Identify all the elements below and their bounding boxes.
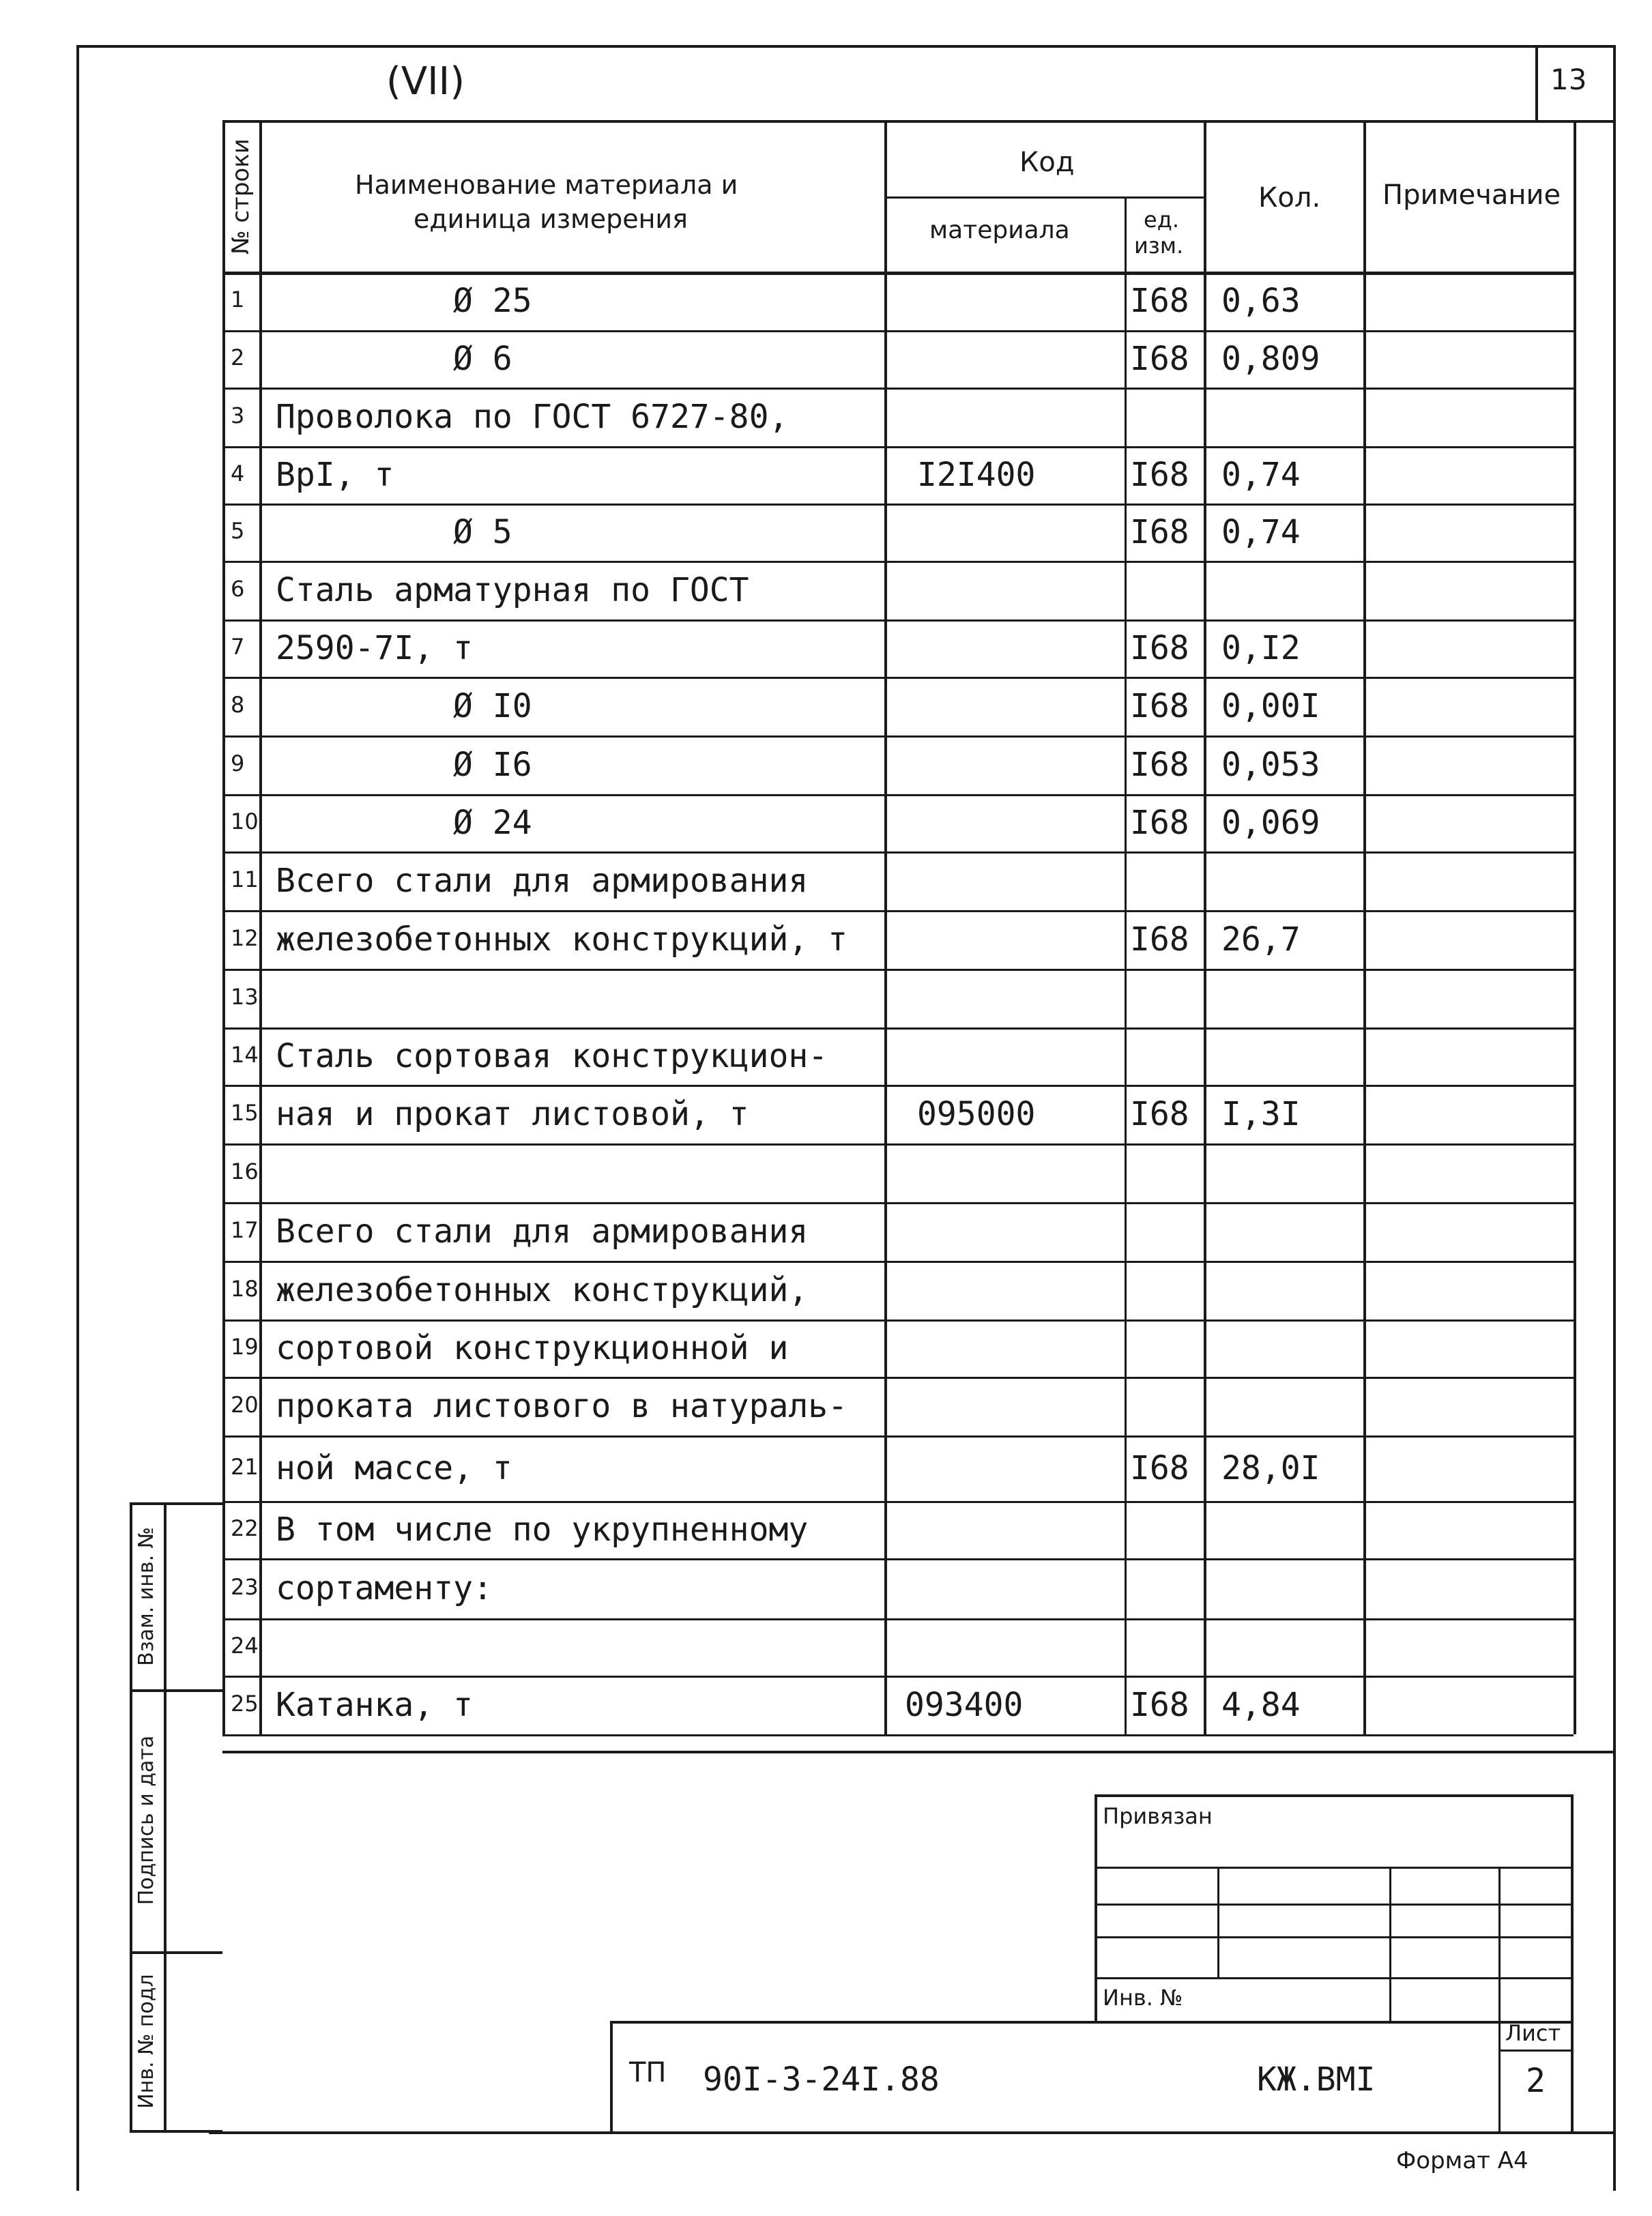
- binding-box-v2: [1389, 1867, 1391, 2024]
- binding-box-right: [1571, 1794, 1574, 2133]
- row-unit: I68: [1130, 746, 1189, 784]
- header-row-no: № строки: [227, 138, 255, 254]
- table-row-line: [222, 388, 1574, 390]
- row-number: 1: [231, 287, 245, 312]
- row-number: 3: [231, 403, 245, 428]
- format-label: Формат А4: [1396, 2147, 1528, 2174]
- row-name: Всего стали для армирования: [276, 862, 809, 900]
- table-row-line: [222, 677, 1574, 679]
- header-name-line2: единица измерения: [414, 204, 688, 234]
- row-quantity: 0,809: [1221, 340, 1320, 378]
- row-name: ной массе, т: [276, 1449, 512, 1487]
- side-stamp-top: [130, 1502, 222, 1505]
- frame-bottom: [209, 2131, 1616, 2134]
- inv-no-label: Инв. №: [1103, 1985, 1183, 2011]
- table-row-line: [222, 504, 1574, 506]
- row-name: Ø 5: [453, 513, 512, 551]
- table-row-line: [222, 330, 1574, 332]
- row-number: 23: [231, 1574, 259, 1600]
- row-number: 5: [231, 518, 245, 544]
- section-mark: (VII): [386, 59, 465, 104]
- row-material-code: I2I400: [917, 456, 1036, 494]
- table-row-line: [222, 1085, 1574, 1087]
- binding-box-h4: [1095, 1977, 1574, 1979]
- table-row-line: [222, 561, 1574, 563]
- row-number: 9: [231, 750, 245, 776]
- doc-mark: КЖ.ВМI: [1257, 2060, 1376, 2099]
- row-name: железобетонных конструкций,: [276, 1271, 809, 1309]
- row-material-code: 093400: [905, 1686, 1024, 1724]
- binding-box-h3: [1095, 1936, 1574, 1938]
- table-row-line: [222, 1027, 1574, 1030]
- page-number: 13: [1550, 63, 1587, 96]
- table-row-line: [222, 1501, 1574, 1503]
- side-stamp-inner: [164, 1502, 166, 2131]
- table-row-line: [222, 446, 1574, 448]
- row-name: Ø 25: [453, 282, 532, 320]
- header-code-split: [884, 196, 1204, 199]
- col-line-n: [259, 120, 262, 1734]
- row-number: 25: [231, 1691, 259, 1717]
- row-number: 11: [231, 866, 259, 892]
- table-row-line: [222, 1261, 1574, 1263]
- table-row-line: [222, 1320, 1574, 1322]
- row-quantity: 0,00I: [1221, 687, 1320, 725]
- tp-label: ТП: [629, 2057, 667, 2088]
- table-row-line: [222, 851, 1574, 854]
- row-quantity: 0,069: [1221, 804, 1320, 842]
- row-unit: I68: [1130, 1686, 1189, 1724]
- row-number: 6: [231, 576, 245, 602]
- row-name: Сталь арматурная по ГОСТ: [276, 571, 749, 609]
- row-number: 7: [231, 634, 245, 660]
- table-row-line: [222, 1143, 1574, 1146]
- row-name: ВрI, т: [276, 456, 394, 494]
- row-name: В том числе по укрупненному: [276, 1511, 809, 1549]
- header-unit-2: изм.: [1134, 233, 1184, 259]
- header-note: Примечание: [1382, 179, 1561, 211]
- table-row-line: [222, 910, 1574, 912]
- stamp-left: [610, 2021, 613, 2133]
- row-unit: I68: [1130, 1449, 1189, 1487]
- row-number: 18: [231, 1276, 259, 1302]
- col-line-qty: [1363, 120, 1366, 1734]
- side-label-inv-podl: Инв. № подл: [134, 1974, 158, 2109]
- privyazan-label: Привязан: [1103, 1803, 1213, 1829]
- header-code: Код: [1019, 147, 1075, 178]
- col-line-right: [1574, 120, 1576, 1734]
- row-quantity: 26,7: [1221, 920, 1301, 959]
- row-number: 16: [231, 1158, 259, 1184]
- row-unit: I68: [1130, 687, 1189, 725]
- row-number: 15: [231, 1100, 259, 1126]
- row-name: Всего стали для армирования: [276, 1212, 809, 1251]
- sheet-label-divider: [1498, 2050, 1574, 2052]
- row-name: сортаменту:: [276, 1569, 493, 1607]
- row-number: 17: [231, 1217, 259, 1243]
- side-label-vzam: Взам. инв. №: [134, 1527, 158, 1666]
- row-name: Ø I0: [453, 687, 532, 725]
- sheet-number: 2: [1526, 2062, 1546, 2100]
- row-name: Катанка, т: [276, 1686, 473, 1724]
- table-row-line: [222, 1676, 1574, 1678]
- row-unit: I68: [1130, 513, 1189, 551]
- row-name: 2590-7I, т: [276, 629, 473, 667]
- table-row-line: [222, 735, 1574, 738]
- col-line-left: [222, 120, 225, 1734]
- row-unit: I68: [1130, 804, 1189, 842]
- row-quantity: 0,74: [1221, 513, 1301, 551]
- row-quantity: I,3I: [1221, 1095, 1301, 1133]
- table-row-line: [222, 794, 1574, 796]
- header-bottom: [222, 272, 1574, 275]
- row-name: ная и прокат листовой, т: [276, 1095, 749, 1133]
- row-unit: I68: [1130, 920, 1189, 959]
- side-stamp-div2: [130, 1951, 222, 1954]
- header-material: материала: [929, 216, 1070, 244]
- row-name: Ø 6: [453, 340, 512, 378]
- stamp-top: [610, 2021, 1574, 2024]
- row-number: 19: [231, 1334, 259, 1360]
- col-line-code: [1204, 120, 1206, 1734]
- row-unit: I68: [1130, 282, 1189, 320]
- row-unit: I68: [1130, 340, 1189, 378]
- frame-right: [1613, 45, 1616, 2191]
- row-number: 8: [231, 692, 245, 718]
- col-line-unit: [1125, 196, 1127, 1734]
- row-number: 20: [231, 1392, 259, 1418]
- row-number: 4: [231, 461, 245, 486]
- row-number: 21: [231, 1454, 259, 1480]
- row-quantity: 0,053: [1221, 746, 1320, 784]
- header-unit-1: ед.: [1144, 207, 1179, 233]
- row-quantity: 4,84: [1221, 1686, 1301, 1724]
- table-row-line: [222, 1435, 1574, 1438]
- row-quantity: 0,I2: [1221, 629, 1301, 667]
- row-unit: I68: [1130, 456, 1189, 494]
- frame-top: [76, 45, 1616, 48]
- row-number: 2: [231, 345, 245, 370]
- row-material-code: 095000: [917, 1095, 1036, 1133]
- table-row-line: [222, 1618, 1574, 1620]
- table-top-line: [222, 120, 1616, 123]
- table-row-line: [222, 1377, 1574, 1379]
- title-block-top: [222, 1751, 1616, 1753]
- table-row-line: [222, 1734, 1574, 1736]
- binding-box-top: [1095, 1794, 1574, 1797]
- table-row-line: [222, 1202, 1574, 1204]
- side-stamp-div1: [130, 1689, 222, 1692]
- row-name: Ø I6: [453, 746, 532, 784]
- row-number: 13: [231, 984, 259, 1010]
- table-row-line: [222, 1558, 1574, 1560]
- row-quantity: 0,74: [1221, 456, 1301, 494]
- row-quantity: 28,0I: [1221, 1449, 1320, 1487]
- doc-number: 90I-3-24I.88: [703, 2060, 940, 2099]
- table-row-line: [222, 619, 1574, 622]
- row-number: 22: [231, 1515, 259, 1541]
- frame-left: [76, 45, 79, 2191]
- row-number: 14: [231, 1042, 259, 1068]
- col-line-name: [884, 120, 887, 1734]
- row-name: Проволока по ГОСТ 6727-80,: [276, 398, 789, 436]
- binding-box-h1: [1095, 1867, 1574, 1869]
- row-name: железобетонных конструкций, т: [276, 920, 848, 959]
- header-qty: Кол.: [1258, 182, 1321, 214]
- row-unit: I68: [1130, 1095, 1189, 1133]
- sheet-label: Лист: [1505, 2020, 1561, 2046]
- side-stamp-outer: [130, 1502, 132, 2131]
- row-number: 12: [231, 925, 259, 951]
- binding-box-v1: [1217, 1867, 1219, 1977]
- binding-box-left: [1095, 1794, 1097, 2024]
- side-label-podpis: Подпись и дата: [134, 1735, 158, 1906]
- binding-box-h2: [1095, 1904, 1574, 1906]
- page-number-divider: [1535, 45, 1538, 121]
- header-name-line1: Наименование материала и: [355, 170, 738, 200]
- side-stamp-bottom: [130, 2130, 222, 2133]
- binding-box-v3: [1498, 1867, 1501, 2133]
- row-quantity: 0,63: [1221, 282, 1301, 320]
- row-number: 10: [231, 808, 259, 834]
- row-unit: I68: [1130, 629, 1189, 667]
- row-name: проката листового в натураль-: [276, 1387, 848, 1425]
- row-name: Сталь сортовая конструкцион-: [276, 1037, 828, 1075]
- row-number: 24: [231, 1633, 259, 1659]
- row-name: сортовой конструкционной и: [276, 1329, 789, 1367]
- table-row-line: [222, 969, 1574, 971]
- row-name: Ø 24: [453, 804, 532, 842]
